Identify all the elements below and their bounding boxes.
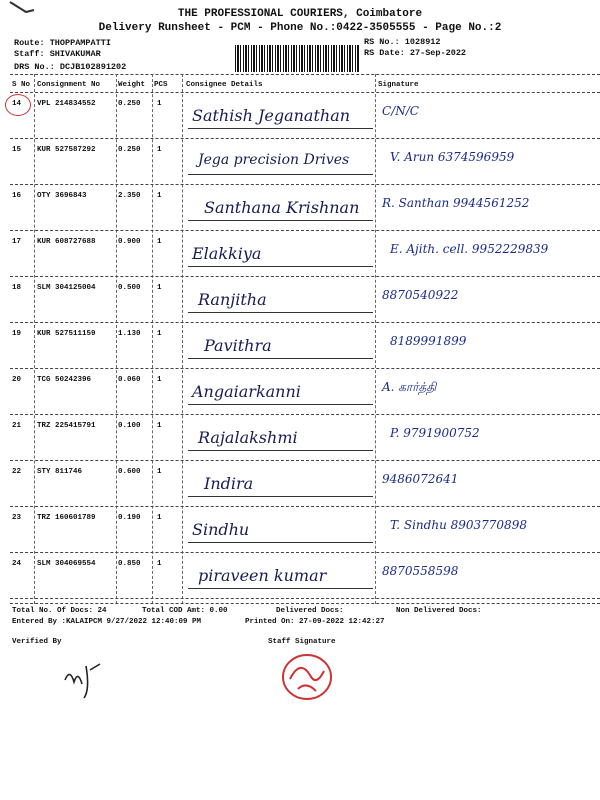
row-consignee-handwritten: Angaiarkanni (192, 382, 301, 401)
row-signature: 8870540922 (382, 288, 459, 302)
row-consignment-no: STY 811746 (37, 468, 83, 476)
barcode (235, 45, 360, 72)
row-consignment-no: KUR 527511159 (37, 330, 96, 338)
col-pcs: PCS (154, 81, 168, 89)
row-consignment-no: TRZ 160601789 (37, 514, 96, 522)
verified-by: Verified By (12, 638, 62, 646)
row-signature: C/N/C (382, 104, 419, 118)
row-pcs: 1 (157, 146, 162, 154)
row-consignee-handwritten: Santhana Krishnan (204, 198, 360, 217)
row-weight: 0.250 (118, 100, 141, 108)
row-weight: 0.850 (118, 560, 141, 568)
row-divider (10, 276, 600, 277)
rs-number: RS No.: 1028912 (364, 37, 441, 47)
row-divider (10, 598, 600, 599)
col-separator (116, 74, 117, 604)
row-consignment-no: TCG 50242396 (37, 376, 92, 384)
row-consignment-no: TRZ 225415791 (37, 422, 96, 430)
col-signature: Signature (378, 81, 419, 89)
row-divider (10, 460, 600, 461)
row-weight: 0.100 (118, 422, 141, 430)
consignee-underline (188, 358, 373, 359)
row-divider (10, 138, 600, 139)
row-consignment-no: KUR 527587292 (37, 146, 96, 154)
row-weight: 0.190 (118, 514, 141, 522)
staff-label: Staff: SHIVAKUMAR (14, 49, 101, 59)
column-divider (10, 92, 600, 93)
row-weight: 0.900 (118, 238, 141, 246)
row-signature: V. Arun 6374596959 (390, 150, 515, 164)
entered-by: Entered By :KALAIPCM 9/27/2022 12:40:09 PM (12, 618, 202, 626)
total-docs: Total No. Of Docs: 24 (12, 607, 107, 615)
row-sno: 19 (12, 330, 22, 338)
consignee-underline (188, 266, 373, 267)
verified-signature-scribble (60, 660, 110, 700)
consignee-underline (188, 496, 373, 497)
row-divider (10, 506, 600, 507)
consignee-underline (188, 588, 373, 589)
row-pcs: 1 (157, 284, 162, 292)
consignee-underline (188, 450, 373, 451)
drs-number: DRS No.: DCJB102891202 (14, 62, 127, 72)
row-consignee-handwritten: Pavithra (204, 336, 272, 355)
row-pcs: 1 (157, 422, 162, 430)
row-signature: 8189991899 (390, 334, 467, 348)
row-sno: 21 (12, 422, 22, 430)
row-consignment-no: VPL 214834552 (37, 100, 96, 108)
row-consignee-handwritten: Ranjitha (198, 290, 267, 309)
row-sno: 14 (12, 100, 22, 108)
row-divider (10, 322, 600, 323)
row-divider (10, 552, 600, 553)
row-weight: 0.500 (118, 284, 141, 292)
runsheet-title: Delivery Runsheet - PCM - Phone No.:0422-3505555 - Page No.:2 (98, 22, 502, 34)
row-weight: 1.130 (118, 330, 141, 338)
col-weight: Weight (118, 81, 146, 89)
staff-signature-stamp (272, 645, 342, 705)
row-signature: 9486072641 (382, 472, 459, 486)
delivered-docs: Delivered Docs: (276, 607, 344, 615)
consignee-underline (188, 404, 373, 405)
row-sno: 20 (12, 376, 22, 384)
row-signature: T. Sindhu 8903770898 (390, 518, 527, 532)
row-weight: 2.350 (118, 192, 141, 200)
row-sno: 15 (12, 146, 22, 154)
row-pcs: 1 (157, 376, 162, 384)
row-sno: 17 (12, 238, 22, 246)
row-signature: P. 9791900752 (390, 426, 480, 440)
sno-circle-mark (5, 94, 31, 116)
consignee-underline (188, 312, 373, 313)
row-pcs: 1 (157, 514, 162, 522)
header-divider (10, 74, 600, 75)
row-consignee-handwritten: Sindhu (192, 520, 250, 539)
row-consignment-no: OTY 3696843 (37, 192, 87, 200)
row-pcs: 1 (157, 330, 162, 338)
row-pcs: 1 (157, 192, 162, 200)
row-weight: 0.600 (118, 468, 141, 476)
row-consignee-handwritten: Jega precision Drives (198, 152, 350, 168)
row-sno: 24 (12, 560, 22, 568)
row-sno: 16 (12, 192, 22, 200)
row-sno: 22 (12, 468, 22, 476)
col-sno: S No (12, 81, 31, 89)
row-divider (10, 414, 600, 415)
company-title: THE PROFESSIONAL COURIERS, Coimbatore (177, 8, 423, 20)
row-pcs: 1 (157, 238, 162, 246)
row-consignee-handwritten: Sathish Jeganathan (192, 106, 351, 125)
non-delivered-docs: Non Delivered Docs: (396, 607, 482, 615)
row-signature: 8870558598 (382, 564, 459, 578)
row-weight: 0.060 (118, 376, 141, 384)
rs-date: RS Date: 27-Sep-2022 (364, 48, 467, 58)
row-pcs: 1 (157, 560, 162, 568)
row-consignee-handwritten: Elakkiya (192, 244, 262, 263)
row-pcs: 1 (157, 100, 162, 108)
row-signature: E. Ajith. cell. 9952229839 (390, 242, 549, 256)
total-cod: Total COD Amt: 0.00 (142, 607, 228, 615)
row-consignee-handwritten: Rajalakshmi (198, 428, 298, 447)
consignee-underline (188, 220, 373, 221)
printed-on: Printed On: 27-09-2022 12:42:27 (245, 618, 385, 626)
col-separator (152, 74, 153, 604)
consignee-underline (188, 174, 373, 175)
row-divider (10, 368, 600, 369)
row-consignee-handwritten: piraveen kumar (198, 566, 327, 585)
col-consignment: Consignment No (37, 81, 101, 89)
col-separator (375, 74, 376, 604)
row-sno: 18 (12, 284, 22, 292)
row-pcs: 1 (157, 468, 162, 476)
footer-divider (10, 603, 600, 604)
col-separator (34, 74, 35, 604)
staff-signature-label: Staff Signature (268, 638, 336, 646)
row-weight: 0.250 (118, 146, 141, 154)
row-divider (10, 230, 600, 231)
row-consignment-no: SLM 304069554 (37, 560, 96, 568)
route-label: Route: THOPPAMPATTI (14, 38, 111, 48)
row-consignee-handwritten: Indira (204, 474, 254, 493)
row-signature: R. Santhan 9944561252 (382, 196, 530, 210)
consignee-underline (188, 128, 373, 129)
col-consignee: Consignee Details (186, 81, 263, 89)
corner-pen-mark (8, 0, 38, 16)
col-separator (182, 74, 183, 604)
row-sno: 23 (12, 514, 22, 522)
row-signature: A. கார்த்தி (382, 380, 437, 394)
consignee-underline (188, 542, 373, 543)
row-consignment-no: KUR 608727688 (37, 238, 96, 246)
row-consignment-no: SLM 304125004 (37, 284, 96, 292)
row-divider (10, 184, 600, 185)
